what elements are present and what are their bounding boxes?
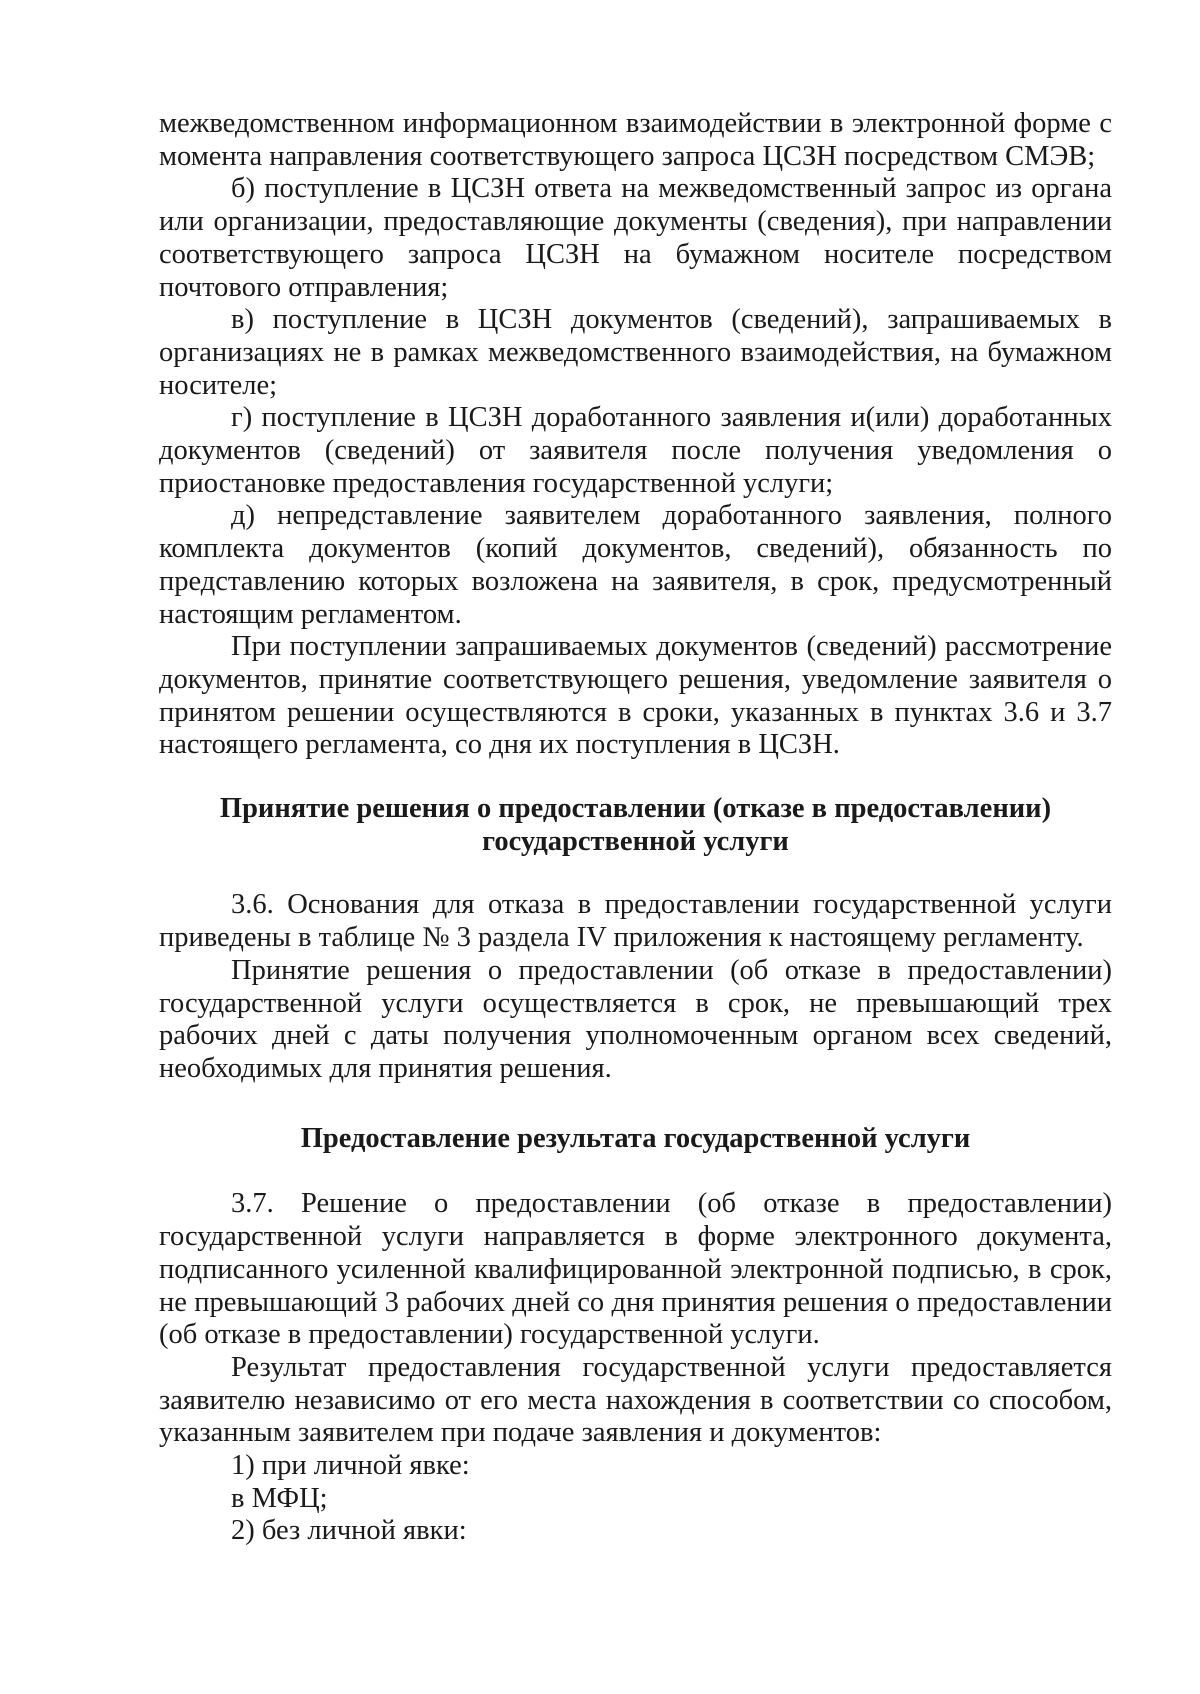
paragraph-item-d: д) непредставление заявителем доработанного заявления, полного комплекта документов (копий документов, сведений), обязанность по представлению которых возложена на заявителя, в срок, предусмотренный настоящим регламентом.	[159, 500, 1112, 630]
section-heading-decision	[159, 793, 1112, 858]
paragraph-deadlines: При поступлении запрашиваемых документов (сведений) рассмотрение документов, принятие соответствующего решения, уведомление заявителя о принятом решении осуществляются в сроки, указанных в пунктах 3.6 и 3.7 настоящего регламента, со дня их поступления в ЦСЗН.	[159, 631, 1112, 761]
list-item-mfc: в МФЦ;	[231, 1482, 328, 1514]
list-item-personal-visit: 1) при личной явке:	[231, 1450, 470, 1482]
paragraph-result-delivery: Результат предоставления государственной услуги предоставляется заявителю независимо от его места нахождения в соответствии со способом, указанным заявителем при подаче заявления и документов:	[159, 1351, 1112, 1449]
paragraph-item-g: г) поступление в ЦСЗН доработанного заявления и(или) доработанных документов (сведений) от заявителя после получения уведомления о приостановке предоставления государственной услуги;	[159, 402, 1112, 499]
paragraph-3-6: 3.6. Основания для отказа в предоставлении государственной услуги приведены в таблице № 3 раздела IV приложения к настоящему регламенту.	[159, 889, 1112, 954]
paragraph-item-v: в) поступление в ЦСЗН документов (сведений), запрашиваемых в организациях не в рамках межведомственного взаимодействия, на бумажном носителе;	[159, 304, 1112, 401]
section-heading-decision-line2: государственной услуги	[482, 825, 789, 857]
list-item-no-visit: 2) без личной явки:	[231, 1515, 467, 1547]
paragraph-item-b: б) поступление в ЦСЗН ответа на межведомственный запрос из органа или организации, предоставляющие документы (сведения), при направлении соответствующего запроса ЦСЗН на бумажном носителе посредством почтового отправления;	[159, 173, 1112, 303]
section-heading-result: Предоставление результата государственной услуги	[300, 1122, 971, 1154]
paragraph-3-7: 3.7. Решение о предоставлении (об отказе в предоставлении) государственной услуги направляется в форме электронного документа, подписанного усиленной квалифицированной электронной подписью, в срок, не превышающий 3 рабочих дней со дня принятия решения о предоставлении (об отказе в предоставлении) государственной услуги.	[159, 1188, 1112, 1351]
section-heading-decision-line1: Принятие решения о предоставлении (отказе в предоставлении)	[219, 793, 1052, 825]
paragraph-continuation: межведомственном информационном взаимодействии в электронной форме с момента направления соответствующего запроса ЦСЗН посредством СМЭВ;	[159, 108, 1112, 172]
paragraph-decision-term: Принятие решения о предоставлении (об отказе в предоставлении) государственной услуги осуществляется в срок, не превышающий трех рабочих дней с даты получения уполномоченным органом всех сведений, необходимых для принятия решения.	[159, 954, 1112, 1084]
document-page	[159, 108, 1112, 1548]
